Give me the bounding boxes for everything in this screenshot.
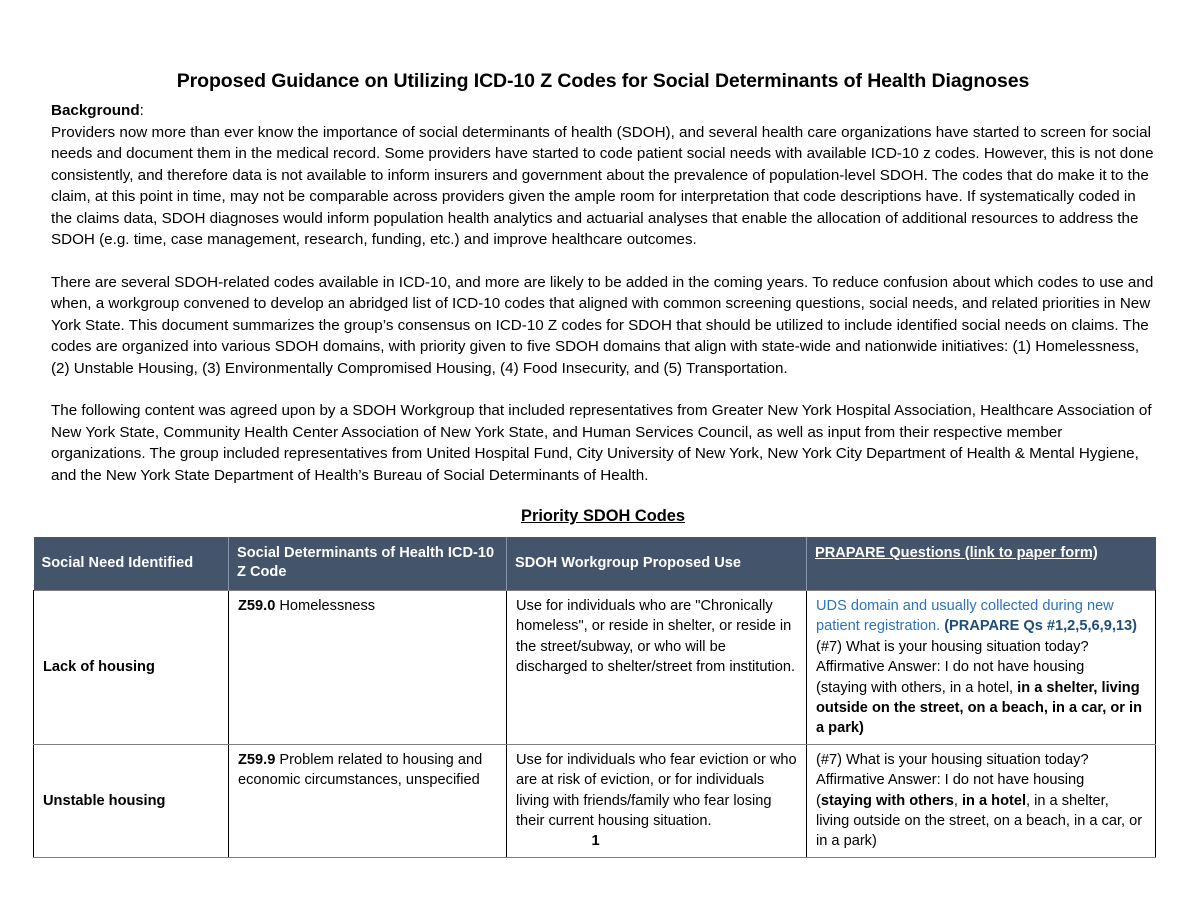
column-header-social-need: Social Need Identified: [34, 537, 229, 591]
icd10-code-value: Z59.9: [238, 751, 276, 768]
background-label-colon: :: [139, 102, 144, 120]
cell-social-need: Unstable housing: [34, 744, 229, 857]
prapare-answer-bold-1: staying with others: [820, 792, 954, 809]
table-row: [34, 591, 1156, 745]
cell-prapare-questions: [807, 591, 1156, 745]
table-body: [34, 591, 1156, 858]
paragraph-1: Providers now more than ever know the importance of social determinants of health (SDOH), and several health care organizations have started to screen for social needs and document them in the medical record. Some providers have started to code patient social needs with available ICD-10 z codes. However, this is not done consistently, and therefore data is not available to inform insurers and government about the prevalence of population-level SDOH. The codes that do make it to the claim, at this point in time, may not be comparable across providers given the ample room for interpretation that code descriptions have. If systematically coded in the claims data, SDOH diagnoses would inform population health analytics and actuarial analyses that enable the allocation of additional resources to address the SDOH (e.g. time, case management, research, funding, etc.) and improve healthcare outcomes.: [51, 123, 1154, 249]
prapare-question: (#7) What is your housing situation today?: [816, 751, 1089, 768]
prapare-paper-form-link[interactable]: PRAPARE Questions (link to paper form): [815, 545, 1098, 561]
cell-proposed-use: Use for individuals who are "Chronically homeless", or reside in shelter, or reside in the street/subway, or who will be discharged to shelter/street from institution.: [507, 591, 807, 745]
column-header-icd10-z-code: [229, 537, 507, 591]
prapare-answer-bold-2: in a hotel: [961, 792, 1027, 809]
paragraph-2: There are several SDOH-related codes available in ICD-10, and more are likely to be added in the coming years. To reduce confusion about which codes to use and when, a workgroup convened to develop an abridged list of ICD-10 codes that aligned with common screening questions, social needs, and related priorities in New York State. This document summarizes the group’s consensus on ICD-10 Z codes for SDOH that should be utilized to include identified social needs on claims. The codes are organized into various SDOH domains, with priority given to five SDOH domains that align with state-wide and nationwide initiatives: (1) Homelessness, (2) Unstable Housing, (3) Environmentally Compromised Housing, (4) Food Insecurity, and (5) Transportation.: [51, 273, 1154, 377]
prapare-answer-lead: Affirmative Answer: I do not have housing: [816, 772, 1085, 789]
prapare-question: (#7) What is your housing situation today?: [816, 638, 1089, 655]
document-body: [51, 68, 1155, 535]
column-header-prapare-questions[interactable]: [807, 537, 1156, 591]
icd10-code-description: Homelessness: [275, 598, 376, 614]
priority-sdoh-codes-table: [33, 537, 1156, 858]
icd10-code-description: Problem related to housing and economic circumstances, unspecified: [238, 751, 483, 789]
page-title: Proposed Guidance on Utilizing ICD-10 Z Codes for Social Determinants of Health Diagnoses: [176, 70, 1030, 92]
column-header-proposed-use: SDOH Workgroup Proposed Use: [507, 537, 807, 591]
prapare-answer-mid: ,: [953, 792, 962, 809]
column-header-icd10-line1: Social Determinants of Health ICD-10: [237, 545, 495, 561]
priority-sdoh-codes-heading: Priority SDOH Codes: [521, 507, 685, 526]
prapare-answer-plain: (staying with others, in a hotel,: [816, 679, 1018, 696]
table-header-row: [34, 537, 1156, 591]
prapare-answer-lead: Affirmative Answer: I do not have housing: [816, 659, 1085, 676]
icd10-code-value: Z59.0: [238, 598, 276, 614]
table-header: [34, 537, 1156, 591]
page-number: 1: [591, 833, 600, 849]
prapare-uds-note: UDS domain and usually collected during new patient registration.: [816, 598, 1114, 635]
prapare-answer-bold: in a shelter, living outside on the street, on a beach, in a car, or in a park): [816, 679, 1143, 737]
paragraph-3: The following content was agreed upon by a SDOH Workgroup that included representatives from Greater New York Hospital Association, Healthcare Association of New York State, Community Health Center Association of New York State, and Human Services Council, as well as input from their respective member organizations. The group included representatives from United Hospital Fund, City University of New York, New York City Department of Health & Mental Hygiene, and the New York State Department of Health’s Bureau of Social Determinants of Health.: [51, 402, 1152, 484]
cell-icd10-code: [229, 591, 507, 745]
prapare-answer-tail: , in a shelter, living outside on the street, on a beach, in a car, or in a park): [816, 792, 1143, 850]
cell-proposed-use: Use for individuals who fear eviction or who are at risk of eviction, or for individuals living with friends/family who fear losing their current housing situation.: [507, 744, 807, 857]
background-label-bold: Background: [51, 102, 140, 120]
prapare-qs-reference: (PRAPARE Qs #1,2,5,6,9,13): [944, 618, 1137, 635]
column-header-icd10-line2: Z Code: [237, 564, 287, 580]
background-label: [51, 100, 1155, 122]
cell-social-need: Lack of housing: [34, 591, 229, 745]
prapare-answer-open: (: [816, 792, 821, 809]
